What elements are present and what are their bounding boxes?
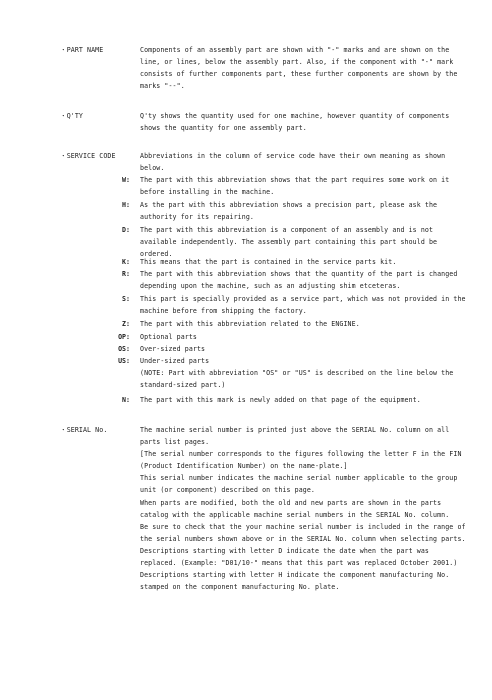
service-code-letter: K: (122, 258, 130, 266)
serial-no-paragraph: This serial number indicates the machine serial number applicable to the group unit (or component) described on this page. (140, 474, 458, 495)
serial-no-description (140, 424, 466, 593)
qty-description: Q'ty shows the quantity used for one machine, however quantity of components shows the quantity for one assembly part. (140, 112, 450, 133)
service-code-description: Optional parts (140, 333, 197, 341)
service-code-description: This part is specially provided as a service part, which was not provided in the machine before from shipping the factory. (140, 295, 466, 316)
service-code-intro: Abbreviations in the column of service code have their own meaning as shown below. (140, 152, 446, 173)
serial-no-paragraph: Descriptions starting with letter D indicate the date when the part was replaced. (Example: "D01/10-" means that this part was replaced October 2001.) (140, 546, 458, 568)
serial-no-paragraph: Descriptions starting with letter H indicate the component manufacturing No. stamped on the component manufacturing No. plate. (140, 571, 450, 592)
service-code-description: The part with this abbreviation shows that the quantity of the part is changed depending upon the machine, such as an adjusting shim etceteras. (140, 270, 458, 291)
service-code-letter: Z: (122, 320, 130, 328)
service-code-letter: H: (122, 201, 130, 209)
service-code-letter: R: (122, 270, 130, 278)
serial-no-term: ・SERIAL No. (60, 426, 108, 434)
service-code-letter: US: (118, 357, 130, 365)
service-code-note: (NOTE: Part with abbreviation "OS" or "US" is described on the line below the standard-sized part.) (140, 369, 454, 390)
service-code-letter: S: (122, 295, 130, 303)
service-code-description: The part with this abbreviation is a component of an assembly and is not available independently. The assembly part containing this part should be ordered. (140, 226, 438, 259)
service-code-letter: OS: (118, 345, 130, 353)
service-code-description: This means that the part is contained in the service parts kit. (140, 258, 397, 266)
service-code-letter: D: (122, 226, 130, 234)
service-code-description: The part with this mark is newly added on that page of the equipment. (140, 396, 421, 404)
service-code-letter: N: (122, 396, 130, 404)
service-code-letter: OP: (118, 333, 130, 341)
part-name-term: ・PART NAME (60, 46, 104, 54)
serial-no-paragraph: [The serial number corresponds to the figures following the letter F in the FIN (Product Identification Number) on the name-plate.] (140, 450, 462, 471)
service-code-term: ・SERVICE CODE (60, 152, 116, 160)
part-name-description: Components of an assembly part are shown with "-" marks and are shown on the line, or lines, below the assembly part. Also, if the component with "-" mark consists of further components part, these further components are shown by the marks "--". (140, 46, 458, 91)
service-code-letter: W: (122, 176, 130, 184)
service-code-description: The part with this abbreviation shows that the part requires some work on it before installing in the machine. (140, 176, 450, 197)
qty-term: ・Q'TY (60, 112, 83, 120)
service-code-description: The part with this abbreviation related to the ENGINE. (140, 320, 360, 328)
serial-no-paragraph: Be sure to check that the your machine serial number is included in the range of the serial numbers shown above or in the SERIAL No. column when selecting parts. (140, 522, 466, 543)
service-code-description: Over-sized parts (140, 345, 206, 353)
serial-no-paragraph: The machine serial number is printed just above the SERIAL No. column on all parts list pages. (140, 426, 450, 447)
service-code-description: As the part with this abbreviation shows a precision part, please ask the authority for its repairing. (140, 201, 438, 222)
service-code-description: Under-sized parts (140, 357, 210, 365)
serial-no-paragraph: When parts are modified, both the old and new parts are shown in the parts catalog with the applicable machine serial numbers in the SERIAL No. column. (140, 498, 450, 519)
